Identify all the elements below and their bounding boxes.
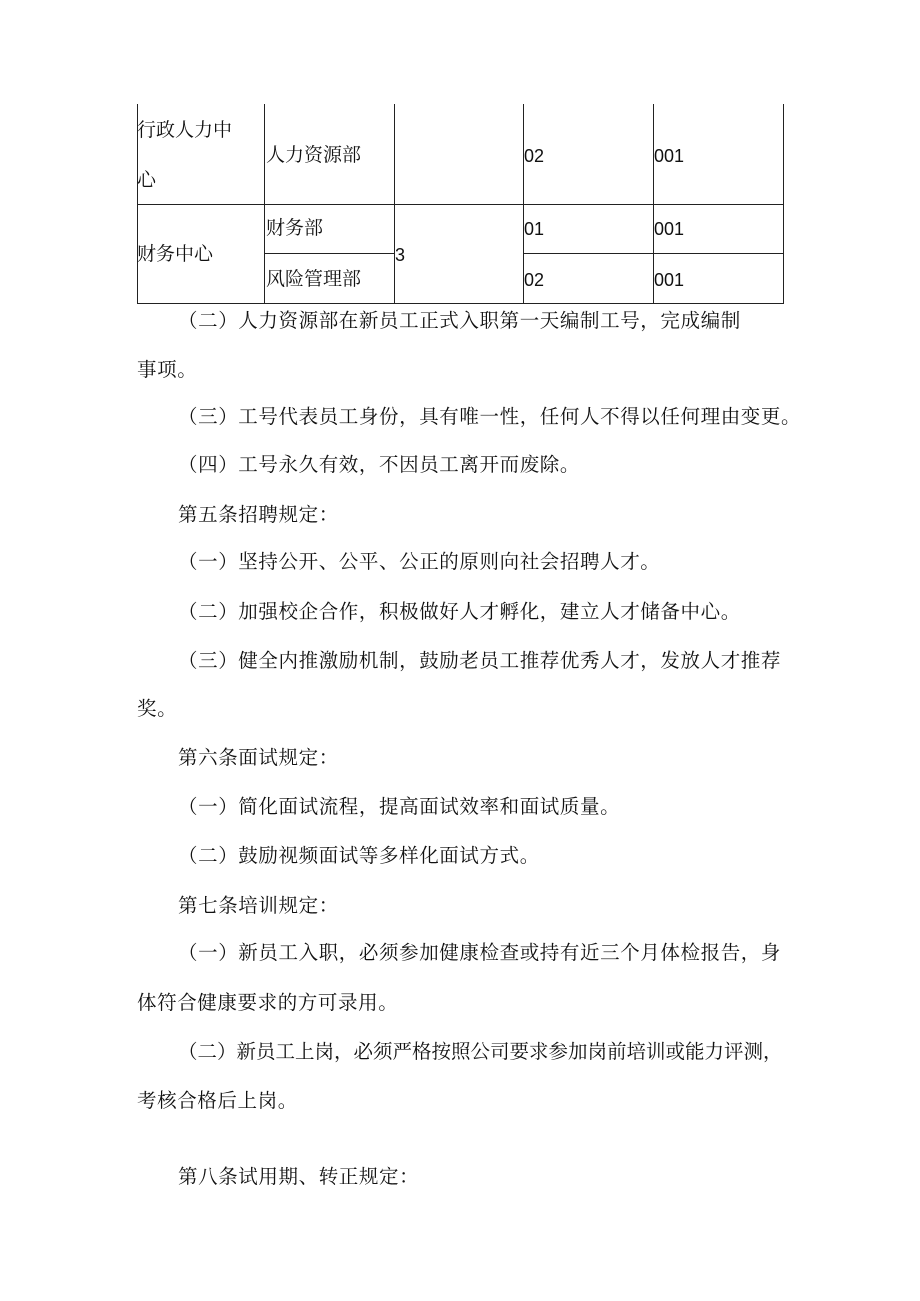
- table-row-divider-1: [137, 204, 784, 205]
- paragraph-line: 体符合健康要求的方可录用。: [137, 991, 399, 1014]
- paragraph-line: 奖。: [137, 697, 178, 720]
- article-heading: 第六条面试规定：: [178, 746, 339, 769]
- table-cell-department: 人力资源部: [266, 144, 362, 166]
- table-cell-code-b: 02: [524, 270, 545, 290]
- paragraph-line: （四）工号永久有效，不因员工离开而废除。: [178, 453, 581, 476]
- table-cell-center-line1: 行政人力中: [137, 119, 233, 141]
- paragraph-line: （二）鼓励视频面试等多样化面试方式。: [178, 844, 540, 867]
- table-cell-code-c: 001: [654, 146, 685, 166]
- table-subrow-divider-codes: [523, 253, 784, 254]
- table-cell-center-line2: 心: [137, 169, 157, 191]
- paragraph-line: 考核合格后上岗。: [137, 1089, 298, 1112]
- table-cell-department: 风险管理部: [266, 268, 362, 290]
- article-heading: 第五条招聘规定：: [178, 503, 339, 526]
- paragraph-line: （二）人力资源部在新员工正式入职第一天编制工号，完成编制: [178, 309, 741, 332]
- employee-code-table: [137, 104, 784, 304]
- paragraph-line: （二）新员工上岗，必须严格按照公司要求参加岗前培训或能力评测，: [178, 1040, 783, 1063]
- table-border-bottom: [137, 303, 784, 304]
- table-cell-code-b: 01: [524, 219, 545, 239]
- table-cell-center: 财务中心: [137, 243, 214, 265]
- paragraph-line: （二）加强校企合作，积极做好人才孵化，建立人才储备中心。: [178, 600, 741, 623]
- paragraph-line: （一）坚持公开、公平、公正的原则向社会招聘人才。: [178, 550, 661, 573]
- article-heading: 第七条培训规定：: [178, 894, 339, 917]
- table-cell-code-b: 02: [524, 146, 545, 166]
- paragraph-line: （三）健全内推激励机制，鼓励老员工推荐优秀人才，发放人才推荐: [178, 649, 782, 672]
- table-cell-code-c: 001: [654, 219, 685, 239]
- table-subrow-divider-dept: [264, 253, 394, 254]
- paragraph-line: （一）新员工入职，必须参加健康检查或持有近三个月体检报告，身: [178, 941, 782, 964]
- table-cell-department: 财务部: [266, 217, 324, 239]
- paragraph-line: （一）简化面试流程，提高面试效率和面试质量。: [178, 795, 621, 818]
- table-cell-code-a: 3: [395, 245, 406, 265]
- table-cell-code-c: 001: [654, 270, 685, 290]
- paragraph-line: （三）工号代表员工身份，具有唯一性，任何人不得以任何理由变更。: [178, 405, 802, 428]
- paragraph-line: 事项。: [137, 358, 198, 381]
- article-heading: 第八条试用期、转正规定：: [178, 1165, 420, 1188]
